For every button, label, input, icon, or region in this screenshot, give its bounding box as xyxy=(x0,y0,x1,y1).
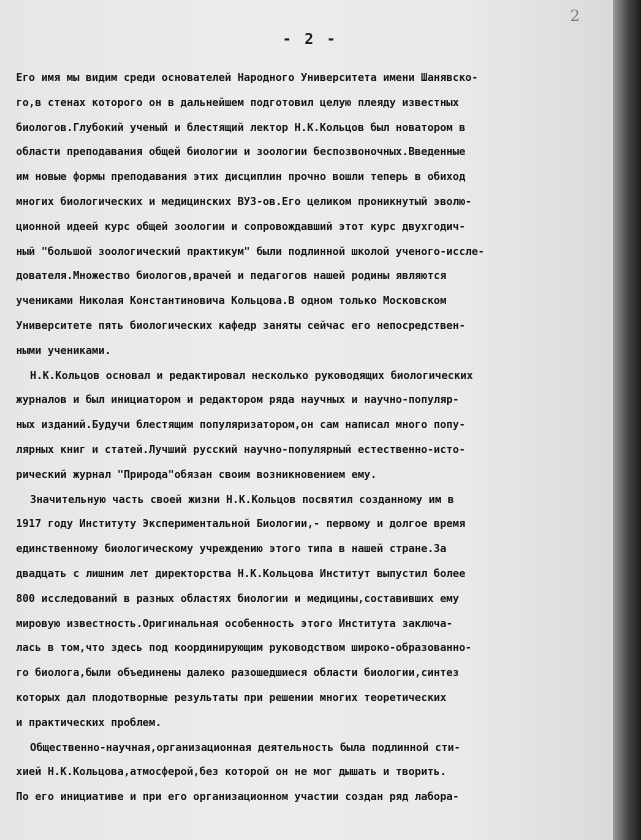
text-line: хией Н.К.Кольцова,атмосферой,без которой он не мог дышать и творить. xyxy=(16,766,447,779)
corner-page-number: 2 xyxy=(569,6,580,25)
text-line: Университете пять биологических кафедр заняты сейчас его непосредствен- xyxy=(16,319,466,332)
text-line: мировую известность.Оригинальная особенность этого Института заключа- xyxy=(16,617,453,630)
text-line: многих биологических и медицинских ВУЗ-ов.Его целиком проникнутый эволю- xyxy=(16,195,472,208)
text-line: го биолога,были объединены далеко разошедшиеся области биологии,синтез xyxy=(16,667,459,680)
text-line: биологов.Глубокий ученый и блестящий лектор Н.К.Кольцов был новатором в xyxy=(16,121,466,134)
text-line: дователя.Множество биологов,врачей и педагогов нашей родины являются xyxy=(16,270,447,283)
text-line: ный "большой зоологический практикум" были подлинной школой ученого-иссле- xyxy=(16,245,485,258)
text-line: двадцать с лишним лет директорства Н.К.Кольцова Институт выпустил более xyxy=(16,567,466,580)
text-line: рический журнал "Природа"обязан своим возникновением ему. xyxy=(16,468,377,481)
page-number: - 2 - xyxy=(282,30,338,48)
text-line: ных изданий.Будучи блестящим популяризатором,он сам написал много попу- xyxy=(16,419,466,432)
text-line: журналов и был инициатором и редактором ряда научных и научно-популяр- xyxy=(16,394,459,407)
page-edge-shadow xyxy=(613,0,641,840)
text-line: 1917 году Институту Экспериментальной Биологии,- первому и долгое время xyxy=(16,518,466,531)
text-line: Н.К.Кольцов основал и редактировал несколько руководящих биологических xyxy=(30,369,473,382)
text-line: ционной идеей курс общей зоологии и сопровождавший этот курс двухгодич- xyxy=(16,220,466,233)
text-line: им новые формы преподавания этих дисциплин прочно вошли теперь в обиход xyxy=(16,171,466,184)
text-line: и практических проблем. xyxy=(16,716,162,729)
text-line: го,в стенах которого он в дальнейшем подготовил целую плеяду известных xyxy=(16,96,459,109)
text-line: По его инициативе и при его организационном участии создан ряд лабора- xyxy=(16,791,459,804)
text-line: ными учениками. xyxy=(16,344,111,357)
text-line: лась в том,что здесь под координирующим руководством широко-образованно- xyxy=(16,642,472,655)
text-line: лярных книг и статей.Лучший русский научно-популярный естественно-исто- xyxy=(16,443,466,456)
text-line: 800 исследований в разных областях биологии и медицины,составивших ему xyxy=(16,592,459,605)
text-line: которых дал плодотворные результаты при решении многих теоретических xyxy=(16,691,447,704)
text-line: единственному биологическому учреждению этого типа в нашей стране.За xyxy=(16,543,447,556)
text-line: учениками Николая Константиновича Кольцова.В одном только Московском xyxy=(16,295,447,308)
text-line: области преподавания общей биологии и зоологии беспозвоночных.Введенные xyxy=(16,146,466,159)
text-line: Общественно-научная,организационная деятельность была подлинной сти- xyxy=(30,741,461,754)
text-line: Значительную часть своей жизни Н.К.Кольцов посвятил созданному им в xyxy=(30,493,454,506)
text-line: Его имя мы видим среди основателей Народного Университета имени Шанявско- xyxy=(16,72,478,84)
document-body xyxy=(16,66,612,810)
